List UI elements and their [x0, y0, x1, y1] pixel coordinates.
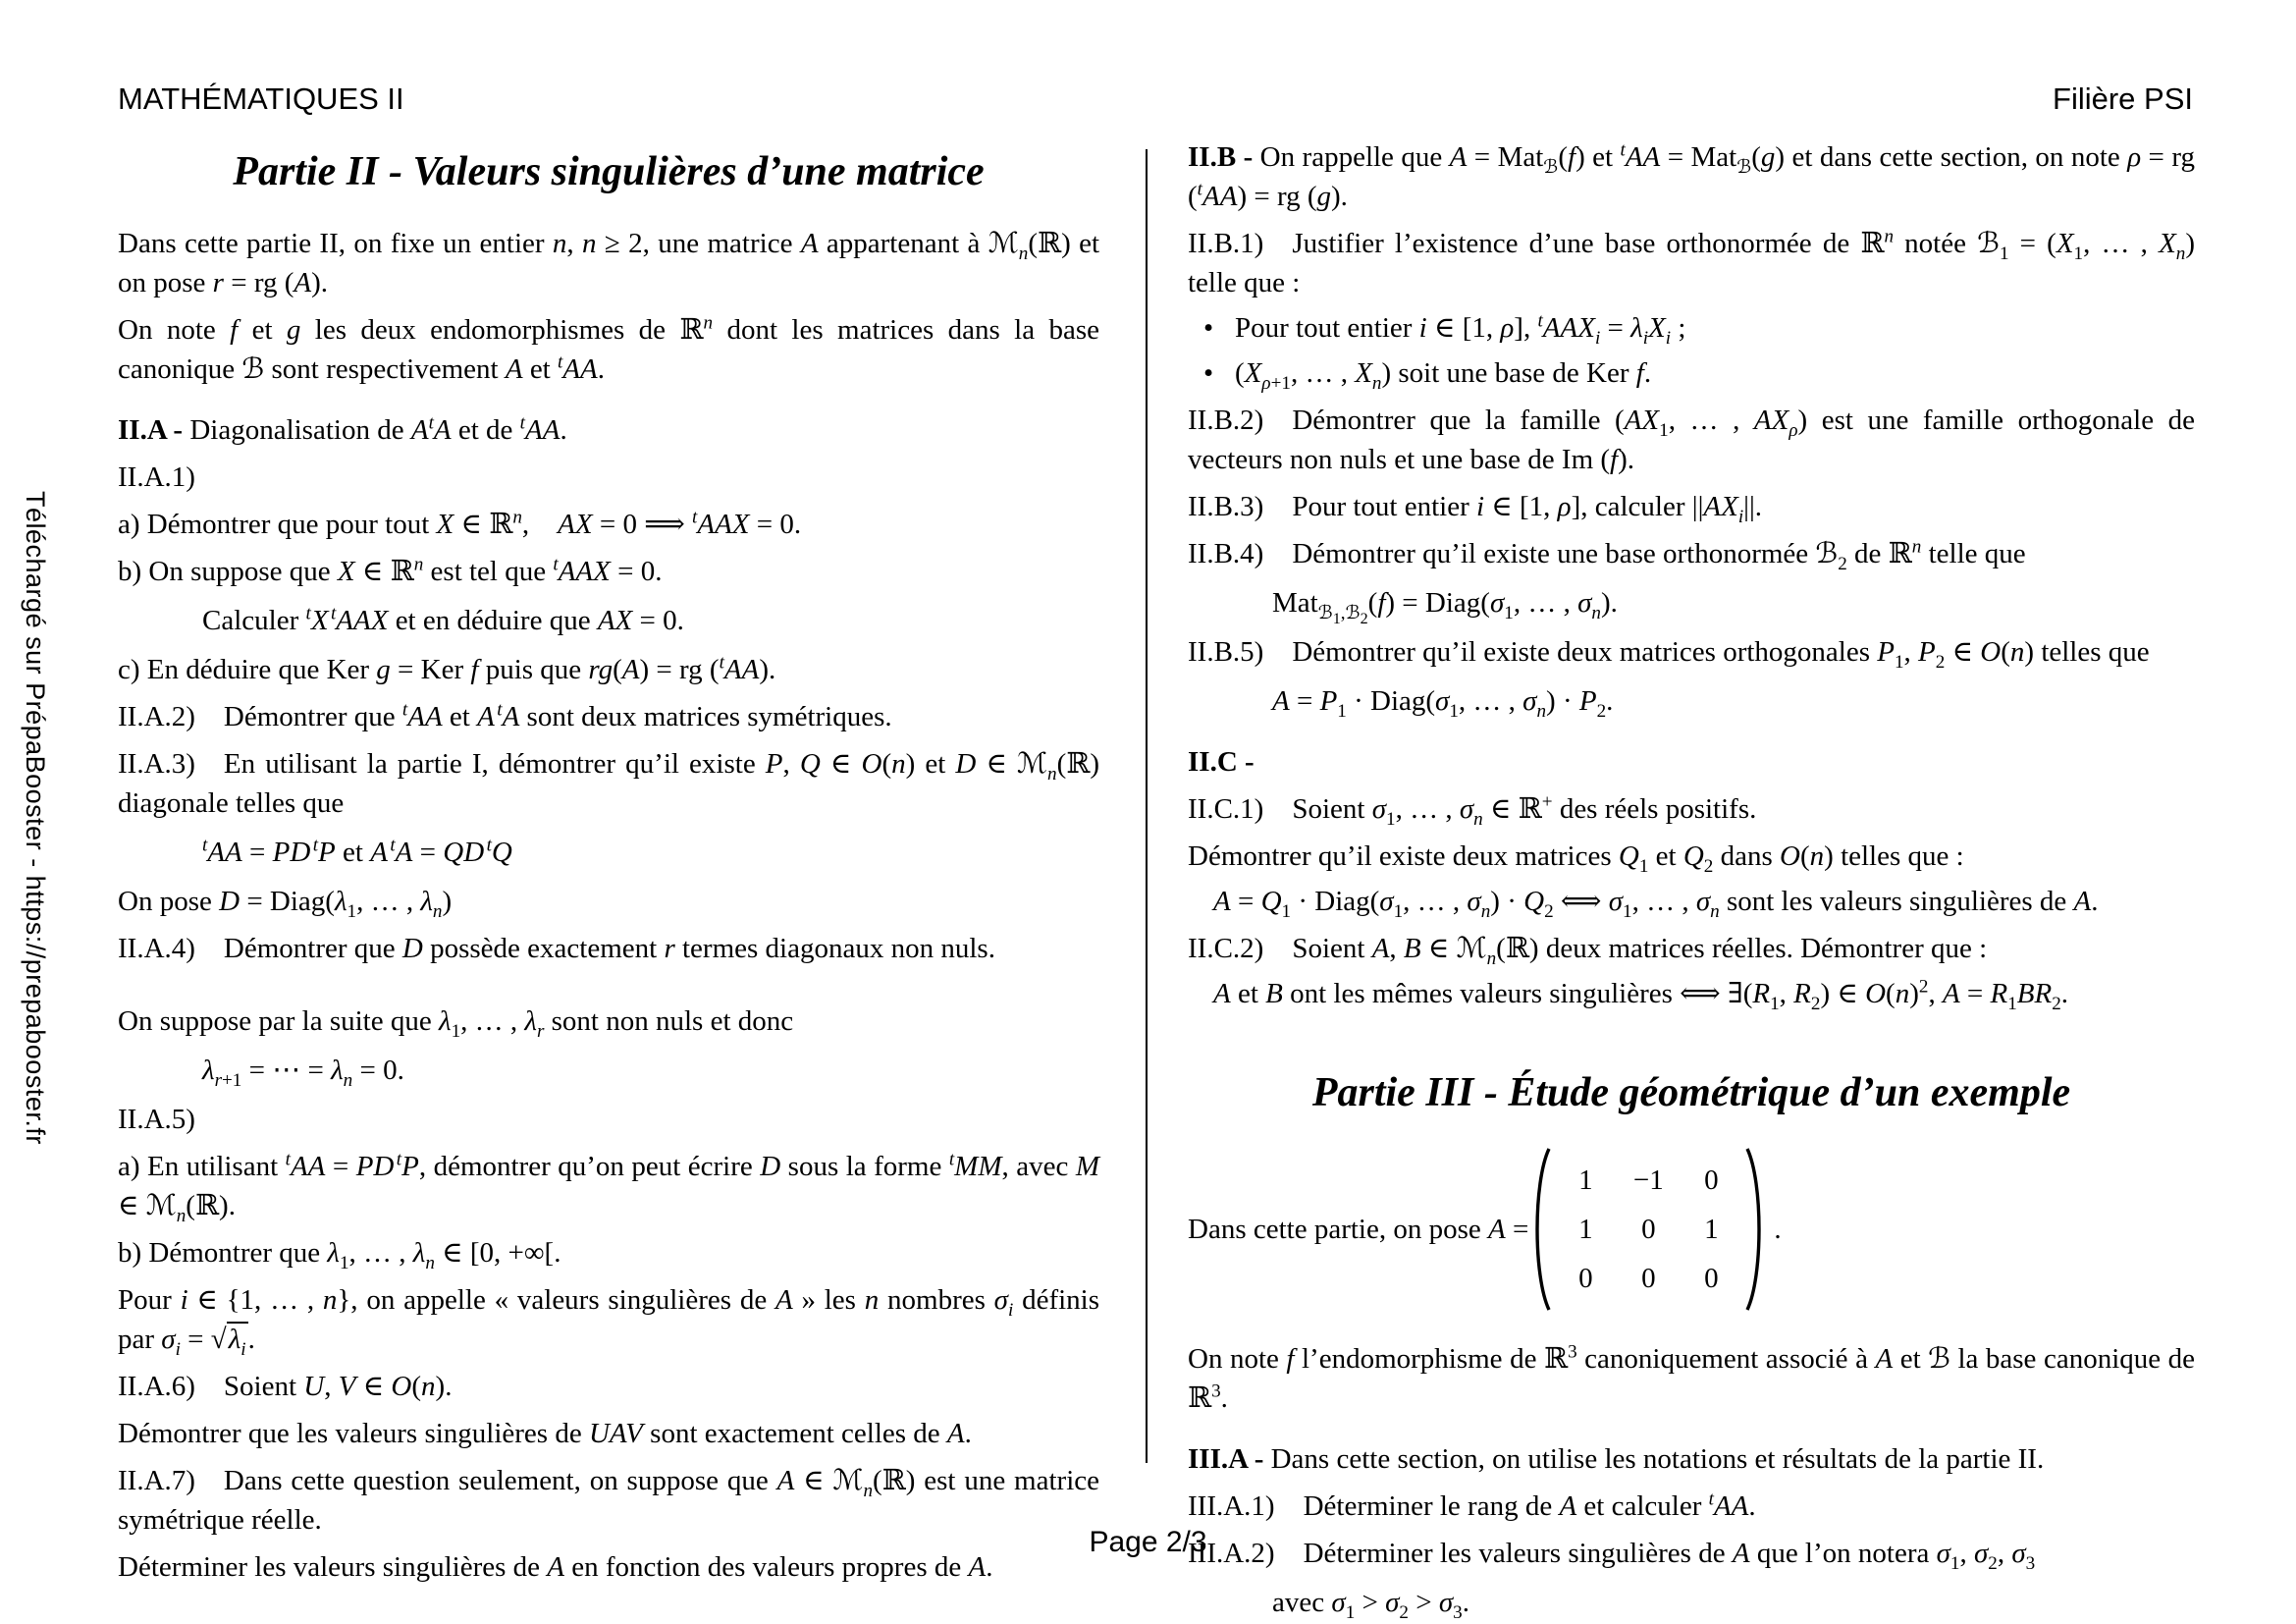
paragraph: II.A.6) Soient U, V ∈ O(n). — [118, 1371, 453, 1402]
paragraph: Démontrer qu’il existe deux matrices $Q_1$ et $Q_2$ dans O(n) telles que : — [1188, 840, 1964, 877]
paragraph: a) Démontrer que pour tout X ∈ ℝ$^n$, AX = 0 ⟹ $^t$AAX = 0. — [118, 507, 802, 540]
matrix-cell: −1 — [1632, 1164, 1664, 1196]
paragraph: II.A.3) En utilisant la partie I, démontrer qu’il existe P, Q ∈ O(n) et D ∈ ℳ$_n$(ℝ) diagonale telles que — [118, 748, 1100, 819]
bullet-item — [1188, 308, 2195, 348]
matrix-cell: 0 — [1704, 1164, 1719, 1196]
formula: Calculer $^t$X $^t$AAX et en déduire que AX = 0. — [202, 603, 684, 636]
paragraph: c) En déduire que Ker g = Ker f puis que rg(A) = rg ($^t$AA). — [118, 652, 776, 685]
spacer — [118, 968, 1099, 994]
formula: $A = P_1$ · $Diag(\sigma_1$, … , $\sigma_n) \cdot P_2$. — [1272, 685, 1614, 722]
matrix-grid — [1554, 1161, 1742, 1298]
paragraph: On suppose par la suite que $\lambda_1$, … , $\lambda_r$ sont non nuls et donc — [118, 1005, 794, 1042]
paragraph: Pour i ∈ {1, … , n}, on appelle « valeurs singulières de A » les n nombres $\sigma_i$ définis par $\sigma_i = √\lambda_i$. — [118, 1284, 1099, 1360]
matrix-paren-right-icon — [1744, 1145, 1768, 1314]
matrix-cell: 1 — [1704, 1214, 1719, 1245]
column-divider — [1146, 149, 1148, 1463]
right-column — [1188, 137, 2195, 1624]
bullet-icon: • — [1203, 312, 1214, 344]
formula: $A = Q_1$ · $Diag(\sigma_1$, … , $\sigma_n) \cdot Q_2$ ⟺ $\sigma_1$, … , $\sigma_n$ sont les valeurs singulières de A. — [1213, 886, 2099, 922]
matrix-cell: 1 — [1578, 1214, 1593, 1245]
paragraph: On note f l’endomorphisme de ℝ$^3$ canoniquement associé à A et ℬ la base canonique de ℝ$^3$. — [1188, 1341, 2196, 1414]
header-filiere: Filière PSI — [2053, 81, 2193, 116]
paragraph: II.B.4) Démontrer qu’il existe une base orthonormée ℬ$_2$ de ℝ$^n$ telle que — [1188, 536, 2026, 574]
section-heading: II.A - Diagonalisation de $A^tA$ et de $^t$AA. — [118, 412, 567, 446]
paragraph: II.A.1) — [118, 461, 195, 493]
matrix-cell: 0 — [1704, 1263, 1719, 1294]
left-column — [118, 137, 1099, 1587]
paragraph: a) En utilisant $^t$AA = PD $^t$P, démontrer qu’on peut écrire D sous la forme $^t$MM, avec M ∈ ℳ$_n$(ℝ). — [118, 1149, 1099, 1226]
matrix-suffix: . — [1774, 1214, 1782, 1245]
matrix-cell: 0 — [1578, 1263, 1593, 1294]
formula: A et B ont les mêmes valeurs singulières ⟺ $\exists(R_1$, $R_2$) ∈ $O(n)^2$, $A = R_1BR_2$. — [1213, 976, 2069, 1014]
formula: $^t$AA = PD $^t$P et A $^t$A = QD $^t$Q — [202, 835, 512, 868]
paragraph: II.B.3) Pour tout entier i ∈ [1, ρ], calculer $||AX_i||$. — [1188, 491, 1763, 527]
paragraph: II.B.2) Démontrer que la famille ($AX_1$, … , $AX_\rho$) est une famille orthogonale de vecteurs non nuls et une base de Im (f). — [1188, 405, 2196, 475]
paragraph: II.C.1) Soient $\sigma_1$, … , $\sigma_n$ ∈ ℝ+ des réels positifs. — [1188, 791, 1757, 830]
section-heading: II.C - — [1188, 746, 1255, 778]
bullet-text: Pour tout entier i ∈ [1, ρ], $^tAAX_i = \lambda_iX_i$ ; — [1235, 310, 1686, 349]
section-heading: III.A - Dans cette section, on utilise les notations et résultats de la partie II. — [1188, 1443, 2045, 1475]
paragraph: II.C.2) Soient A, B ∈ ℳ$_n$(ℝ) deux matrices réelles. Démontrer que : — [1188, 933, 1988, 969]
paragraph: b) On suppose que X ∈ ℝ$^n$ est tel que $^t$AAX = 0. — [118, 554, 663, 587]
bullet-item — [1188, 353, 2195, 393]
bullet-icon: • — [1203, 357, 1214, 389]
paragraph: III.A.1) Déterminer le rang de A et calculer $^t$AA. — [1188, 1489, 1756, 1522]
matrix-cell: 0 — [1641, 1263, 1656, 1294]
watermark-sidebar: Téléchargé sur PrépaBooster - https://prepabooster.fr — [21, 491, 50, 1145]
paragraph: II.A.4) Démontrer que D possède exactement r termes diagonaux non nuls. — [118, 933, 995, 964]
paragraph: On note f et g les deux endomorphismes de ℝ$^n$ dont les matrices dans la base canonique ℬ sont respectivement A et $^t$AA. — [118, 312, 1100, 385]
page-number: Page 2/3 — [1089, 1526, 1207, 1558]
matrix-paren-left-icon — [1528, 1145, 1552, 1314]
paragraph: III.A.2) Déterminer les valeurs singulières de A que l’on notera $\sigma_1$, $\sigma_2$, $\sigma_3$ — [1188, 1538, 2036, 1574]
formula: avec $\sigma_1 > \sigma_2 > \sigma_3$. — [1272, 1587, 1469, 1623]
matrix-cell: 0 — [1641, 1214, 1656, 1245]
paragraph: II.B.5) Démontrer qu’il existe deux matrices orthogonales $P_1$, $P_2$ ∈ O(n) telles que — [1188, 636, 2150, 673]
spacer — [1188, 1017, 2195, 1058]
bullet-text: ($X_{\rho+1}$, … , $X_n$) soit une base de Ker f. — [1235, 357, 1652, 394]
paragraph: b) Démontrer que $\lambda_1$, … , $\lambda_n$ ∈ [0, +∞[. — [118, 1237, 561, 1273]
part-title: Partie III - Étude géométrique d’un exemple — [1311, 1070, 2071, 1115]
matrix-intro: Dans cette partie, on pose A = — [1188, 1214, 1529, 1245]
part-title: Partie II - Valeurs singulières d’une matrice — [233, 149, 985, 194]
header-subject: MATHÉMATIQUES II — [118, 81, 404, 116]
paragraph: II.A.5) — [118, 1104, 195, 1135]
matrix-definition — [1188, 1145, 2195, 1314]
paragraph: II.B - On rappelle que A = Mat$_ℬ$(f) et $^t$AA = Mat$_ℬ$(g) et dans cette section, on note ρ = rg ($^t$AA) = rg (g). — [1188, 139, 2195, 212]
paragraph: II.B.1) Justifier l’existence d’une base orthonormée de ℝ$^n$ notée ℬ$_1$ = ($X_1$, … , $X_n$) telle que : — [1188, 226, 2196, 298]
paragraph: Dans cette partie II, on fixe un entier n, n ≥ 2, une matrice A appartenant à ℳ$_n$(ℝ) et on pose r = rg (A). — [118, 228, 1100, 298]
paragraph: Démontrer que les valeurs singulières de UAV sont exactement celles de A. — [118, 1418, 972, 1449]
matrix-cell: 1 — [1578, 1164, 1593, 1196]
formula: $\lambda_{r+1}$ = ⋯ = $\lambda_n = 0$. — [202, 1055, 404, 1091]
formula: $Mat_{ℬ_1,ℬ_2}(f) = Diag(\sigma_1$, … , $\sigma_n$). — [1272, 587, 1618, 627]
paragraph: On pose $D = Diag(\lambda_1$, … , $\lambda_n$) — [118, 886, 453, 922]
paragraph: Déterminer les valeurs singulières de A en fonction des valeurs propres de A. — [118, 1551, 993, 1583]
paragraph: II.A.7) Dans cette question seulement, on suppose que A ∈ ℳ$_n$(ℝ) est une matrice symétrique réelle. — [118, 1465, 1099, 1536]
paragraph: II.A.2) Démontrer que $^t$AA et A $^t$A sont deux matrices symétriques. — [118, 699, 892, 732]
